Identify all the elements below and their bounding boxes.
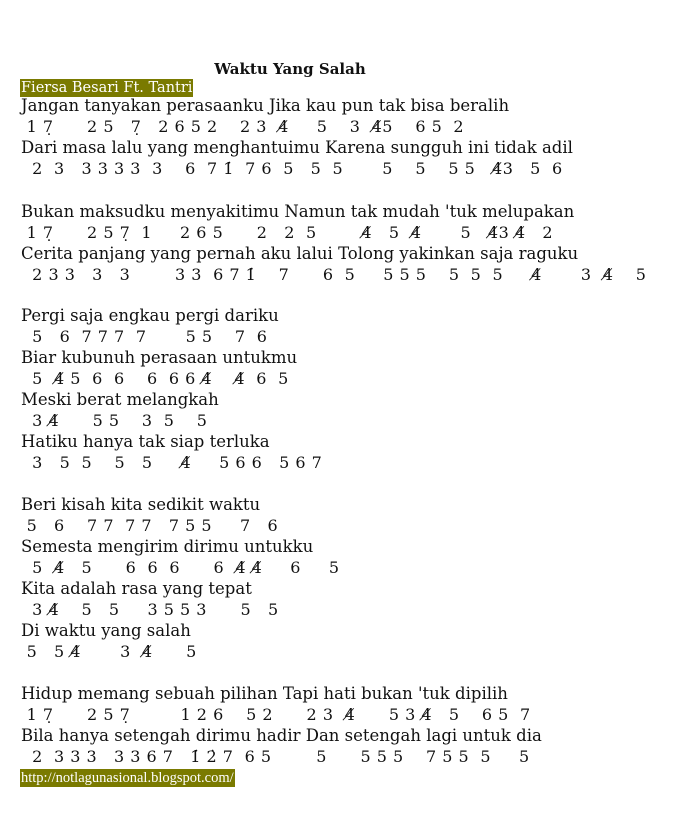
lyric-line: Kita adalah rasa yang tepat — [21, 579, 252, 598]
lyric-line: Cerita panjang yang pernah aku lalui Tolong yakinkan saja raguku — [21, 244, 579, 263]
notes-line: 2 3 3 3 3 3 3 6 7 1̇ 7 6 5 5 5 5 5 5 5 4̸3 5 6 — [21, 159, 563, 178]
lyric-line: Bukan maksudku menyakitimu Namun tak mudah 'tuk melupakan — [21, 202, 575, 221]
lyric-line: Semesta mengirim dirimu untukku — [21, 537, 314, 556]
song-title: Waktu Yang Salah — [214, 60, 366, 78]
notes-line: 3 4̸ 5 5 3 5 5 — [21, 411, 208, 430]
notes-line: 5 4̸ 5 6 6 6 6 4̸ 4̸ 6 5 — [21, 558, 340, 577]
notes-line: 3 4̸ 5 5 3 5 5 3 5 5 — [21, 600, 279, 619]
source-link[interactable]: http://notlagunasional.blogspot.com/ — [21, 770, 234, 786]
notes-line: 5 5 4̸ 3 4̸ 5 — [21, 642, 197, 661]
notes-line: 1 7̣ 2 5 7̣ 2 6 5 2 2 3 4̸ 5 3 4̸5 6 5 2 — [21, 117, 465, 136]
notes-line: 1 7̣ 2 5 7̣ 1 2 6 5 2 2 3 4̸ 5 3 4̸ 5 6 5 7 — [21, 705, 531, 724]
notes-line: 2 3 3 3 3 3 6 7 1̇ 2̇ 7 6 5 5 5 5 5 7 5 5 5 5 — [21, 747, 530, 766]
lyric-line: Bila hanya setengah dirimu hadir Dan setengah lagi untuk dia — [21, 726, 542, 745]
lyric-line: Biar kubunuh perasaan untukmu — [21, 348, 298, 367]
artist-credit: Fiersa Besari Ft. Tantri — [21, 80, 193, 96]
notes-line: 2 3 3 3 3 3 3 6 7 1̇ 7 6 5 5 5 5 5 5 5 4̸ 3 4̸ 5 — [21, 265, 647, 284]
lyric-line: Beri kisah kita sedikit waktu — [21, 495, 261, 514]
notes-line: 5 6 7 7 7 7 7 5 5 7 6 — [21, 516, 279, 535]
lyric-line: Di waktu yang salah — [21, 621, 191, 640]
notes-line: 5 4̸ 5 6 6 6 6 6 4̸ 4̸ 6 5 — [21, 369, 289, 388]
lyric-line: Hatiku hanya tak siap terluka — [21, 432, 270, 451]
notes-line: 3 5 5 5 5 4̸ 5 6 6 5 6 7 — [21, 453, 323, 472]
notes-line: 5 6 7 7 7 7 5 5 7 6 — [21, 327, 268, 346]
lyric-line: Dari masa lalu yang menghantuimu Karena sungguh ini tidak adil — [21, 138, 573, 157]
lyric-line: Pergi saja engkau pergi dariku — [21, 306, 279, 325]
notes-line: 1 7̣ 2 5 7̣ 1 2 6 5 2 2 5 4̸ 5 4̸ 5 4̸3 4̸ 2 — [21, 223, 553, 242]
lyric-line: Jangan tanyakan perasaanku Jika kau pun tak bisa beralih — [21, 96, 510, 115]
lyric-line: Meski berat melangkah — [21, 390, 219, 409]
lyric-line: Hidup memang sebuah pilihan Tapi hati bukan 'tuk dipilih — [21, 684, 508, 703]
